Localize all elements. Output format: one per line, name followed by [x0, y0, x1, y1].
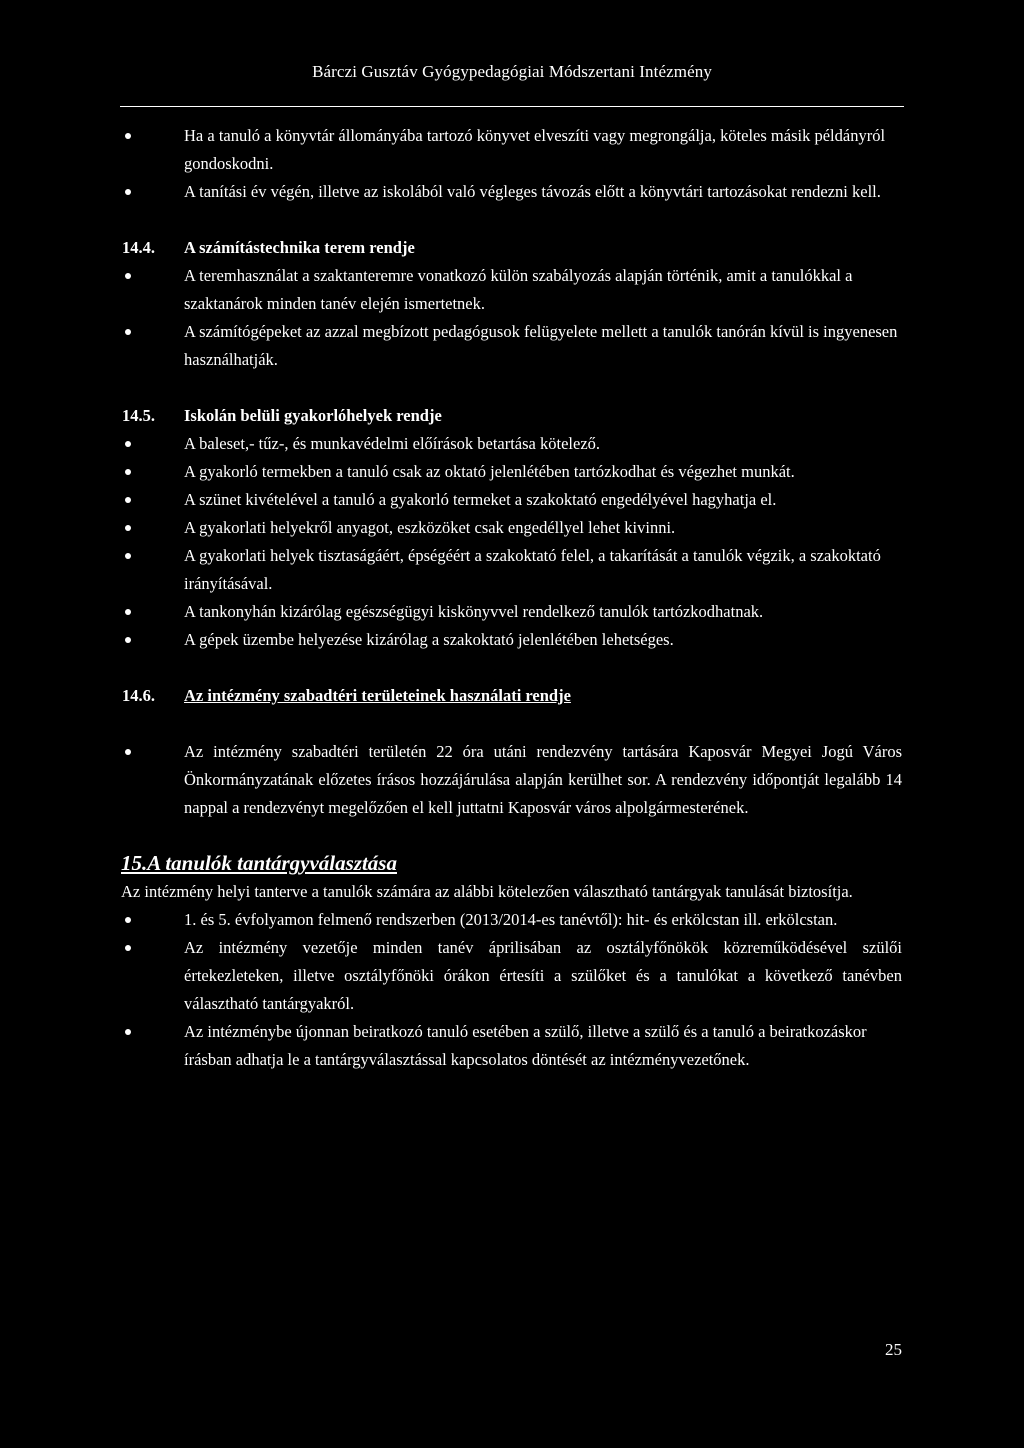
list-item: A szünet kivételével a tanuló a gyakorló termeket a szakoktató engedélyével hagyhatja el.	[0, 486, 1024, 514]
list-item: A gyakorlati helyek tisztaságáért, épségéért a szakoktató felel, a takarítását a tanulók végzik, a szakoktató irányításával.	[0, 542, 1024, 598]
chapter-intro-paragraph: Az intézmény helyi tanterve a tanulók számára az alábbi kötelezően választható tantárgyak tanulását biztosítja.	[121, 882, 853, 901]
section-number: 14.6.	[122, 686, 155, 705]
practice-rooms-rules-list	[0, 430, 1024, 654]
section-number: 14.5.	[122, 406, 155, 425]
outdoor-areas-rules-list	[0, 738, 1024, 822]
list-item: A teremhasználat a szaktanteremre vonatkozó külön szabályozás alapján történik, amit a tanulókkal a szaktanárok minden tanév elején ismertetnek.	[0, 262, 1024, 318]
list-item: A gépek üzembe helyezése kizárólag a szakoktató jelenlétében lehetséges.	[0, 626, 1024, 654]
page-header: Bárczi Gusztáv Gyógypedagógiai Módszertani Intézmény	[312, 62, 712, 81]
list-item: Az intézmény szabadtéri területén 22 óra utáni rendezvény tartására Kaposvár Megyei Jogú Város Önkormányzatának előzetes írásos hozzájárulása alapján kerülhet sor. A rendezvény időpontját legalább 14 nappal a rendezvényt megelőzően el kell juttatni Kaposvár város alpolgármesterének.	[0, 738, 1024, 822]
section-title: A számítástechnika terem rendje	[184, 238, 415, 257]
list-item: Az intézménybe újonnan beiratkozó tanuló esetében a szülő, illetve a szülő és a tanuló a beiratkozáskor írásban adhatja le a tantárgyválasztással kapcsolatos döntését az intézményvezetőnek.	[0, 1018, 1024, 1074]
list-item: A baleset,- tűz-, és munkavédelmi előírások betartása kötelező.	[0, 430, 1024, 458]
section-heading-14-4	[0, 234, 1024, 262]
header-rule	[120, 106, 904, 107]
list-item: A gyakorló termekben a tanuló csak az oktató jelenlétében tartózkodhat és végezhet munkát.	[0, 458, 1024, 486]
list-item: Az intézmény vezetője minden tanév áprilisában az osztályfőnökök közreműködésével szülői értekezleteken, illetve osztályfőnöki órákon értesíti a szülőket és a tanulókat a következő tanévben választható tantárgyakról.	[0, 934, 1024, 1018]
section-number: 14.4.	[122, 238, 155, 257]
chapter-title-15: 15.A tanulók tantárgyválasztása	[121, 851, 397, 875]
list-item: A tanítási év végén, illetve az iskolából való végleges távozás előtt a könyvtári tartozásokat rendezni kell.	[0, 178, 1024, 206]
page-content	[0, 122, 1024, 1074]
library-rules-list	[0, 122, 1024, 206]
section-heading-14-5	[0, 402, 1024, 430]
page-number: 25	[885, 1340, 902, 1359]
list-item: A számítógépeket az azzal megbízott pedagógusok felügyelete mellett a tanulók tanórán kívül is ingyenesen használhatják.	[0, 318, 1024, 374]
list-item: Ha a tanuló a könyvtár állományába tartozó könyvet elveszíti vagy megrongálja, köteles másik példányról gondoskodni.	[0, 122, 1024, 178]
list-item: 1. és 5. évfolyamon felmenő rendszerben (2013/2014-es tanévtől): hit- és erkölcstan ill. erkölcstan.	[0, 906, 1024, 934]
section-title: Iskolán belüli gyakorlóhelyek rendje	[184, 406, 442, 425]
subject-choice-list	[0, 906, 1024, 1074]
list-item: A tankonyhán kizárólag egészségügyi kiskönyvvel rendelkező tanulók tartózkodhatnak.	[0, 598, 1024, 626]
computer-room-rules-list	[0, 262, 1024, 374]
list-item: A gyakorlati helyekről anyagot, eszközöket csak engedéllyel lehet kivinni.	[0, 514, 1024, 542]
section-title: Az intézmény szabadtéri területeinek használati rendje	[184, 686, 571, 705]
section-heading-14-6	[0, 682, 1024, 710]
